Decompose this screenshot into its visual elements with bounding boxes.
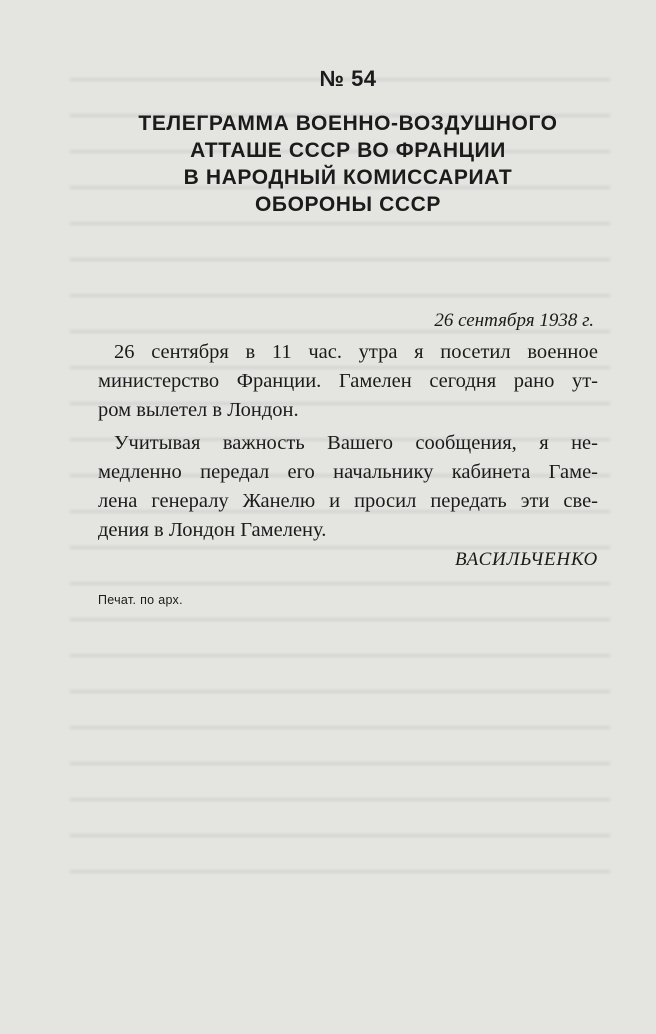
document-content [98,66,598,607]
text-line: министерство Франции. Гамелен сегодня рано ут- [98,370,598,392]
text-line: 26 сентября в 11 час. утра я посетил военное [114,341,598,363]
text-line: дения в Лондон Гамелену. [98,519,327,541]
title-line: В НАРОДНЫЙ КОМИССАРИАТ [183,166,513,189]
document-number: № 54 [319,66,377,91]
telegram-body [98,338,598,545]
text-line: медленно передал его начальнику кабинета Гаме- [98,461,598,483]
text-line: лена генералу Жанелю и просил передать эти све- [98,490,598,512]
signature: ВАСИЛЬЧЕНКО [454,549,598,570]
title-line: ОБОРОНЫ СССР [254,193,442,216]
document-date: 26 сентября 1938 г. [434,310,594,331]
source-note: Печат. по арх. [98,593,183,607]
title-line: АТТАШЕ СССР ВО ФРАНЦИИ [190,139,506,162]
paragraph-1 [98,338,598,425]
title-line: ТЕЛЕГРАММА ВОЕННО-ВОЗДУШНОГО [138,112,558,135]
text-line: ром вылетел в Лондон. [98,399,299,421]
document-title [98,110,598,218]
paragraph-2 [98,429,598,545]
text-line: Учитывая важность Вашего сообщения, я не- [114,432,598,454]
